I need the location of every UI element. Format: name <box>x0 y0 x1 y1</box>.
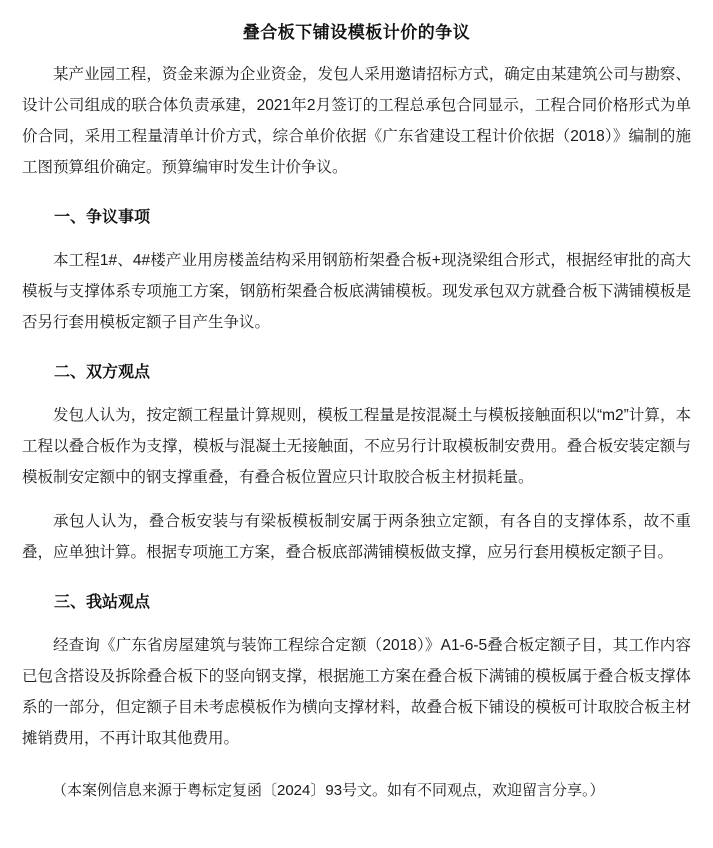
section-1-paragraph-1: 本工程1#、4#楼产业用房楼盖结构采用钢筋桁架叠合板+现浇梁组合形式，根据经审批的高大模板与支撑体系专项施工方案，钢筋桁架叠合板底满铺模板。现发承包双方就叠合板下满铺模板是否另行套用模板定额子目产生争议。 <box>22 252 691 331</box>
section-2-paragraph-1: 发包人认为，按定额工程量计算规则，模板工程量是按混凝土与模板接触面积以“m2”计算，本工程以叠合板作为支撑，模板与混凝土无接触面，不应另行计取模板制安费用。叠合板安装定额与模板制安定额中的钢支撑重叠，有叠合板位置应只计取胶合板主材损耗量。 <box>22 407 691 486</box>
page-title: 叠合板下铺设模板计价的争议 <box>242 23 471 42</box>
section-3-paragraph-1: 经查询《广东省房屋建筑与装饰工程综合定额（2018）》A1-6-5叠合板定额子目，其工作内容已包含搭设及拆除叠合板下的竖向钢支撑，根据施工方案在叠合板下满铺的模板属于叠合板支撑体系的一部分，但定额子目未考虑模板作为横向支撑材料，故叠合板下铺设的模板可计取胶合板主材摊销费用，不再计取其他费用。 <box>22 637 691 747</box>
section-heading-1: 一、争议事项 <box>54 209 151 226</box>
section-2-paragraph-2: 承包人认为，叠合板安装与有梁板模板制安属于两条独立定额，有各自的支撑体系，故不重叠，应单独计算。根据专项施工方案，叠合板底部满铺模板做支撑，应另行套用模板定额子目。 <box>22 513 691 561</box>
footer-note: （本案例信息来源于粤标定复函〔2024〕93号文。如有不同观点，欢迎留言分享。） <box>52 782 605 799</box>
intro-paragraph: 某产业园工程，资金来源为企业资金，发包人采用邀请招标方式，确定由某建筑公司与勘察、设计公司组成的联合体负责承建，2021年2月签订的工程总承包合同显示，工程合同价格形式为单价合同，采用工程量清单计价方式，综合单价依据《广东省建设工程计价依据（2018）》编制的施工图预算组价确定。预算编审时发生计价争议。 <box>22 66 691 176</box>
section-heading-2: 二、双方观点 <box>54 364 151 381</box>
section-heading-3: 三、我站观点 <box>54 594 151 611</box>
